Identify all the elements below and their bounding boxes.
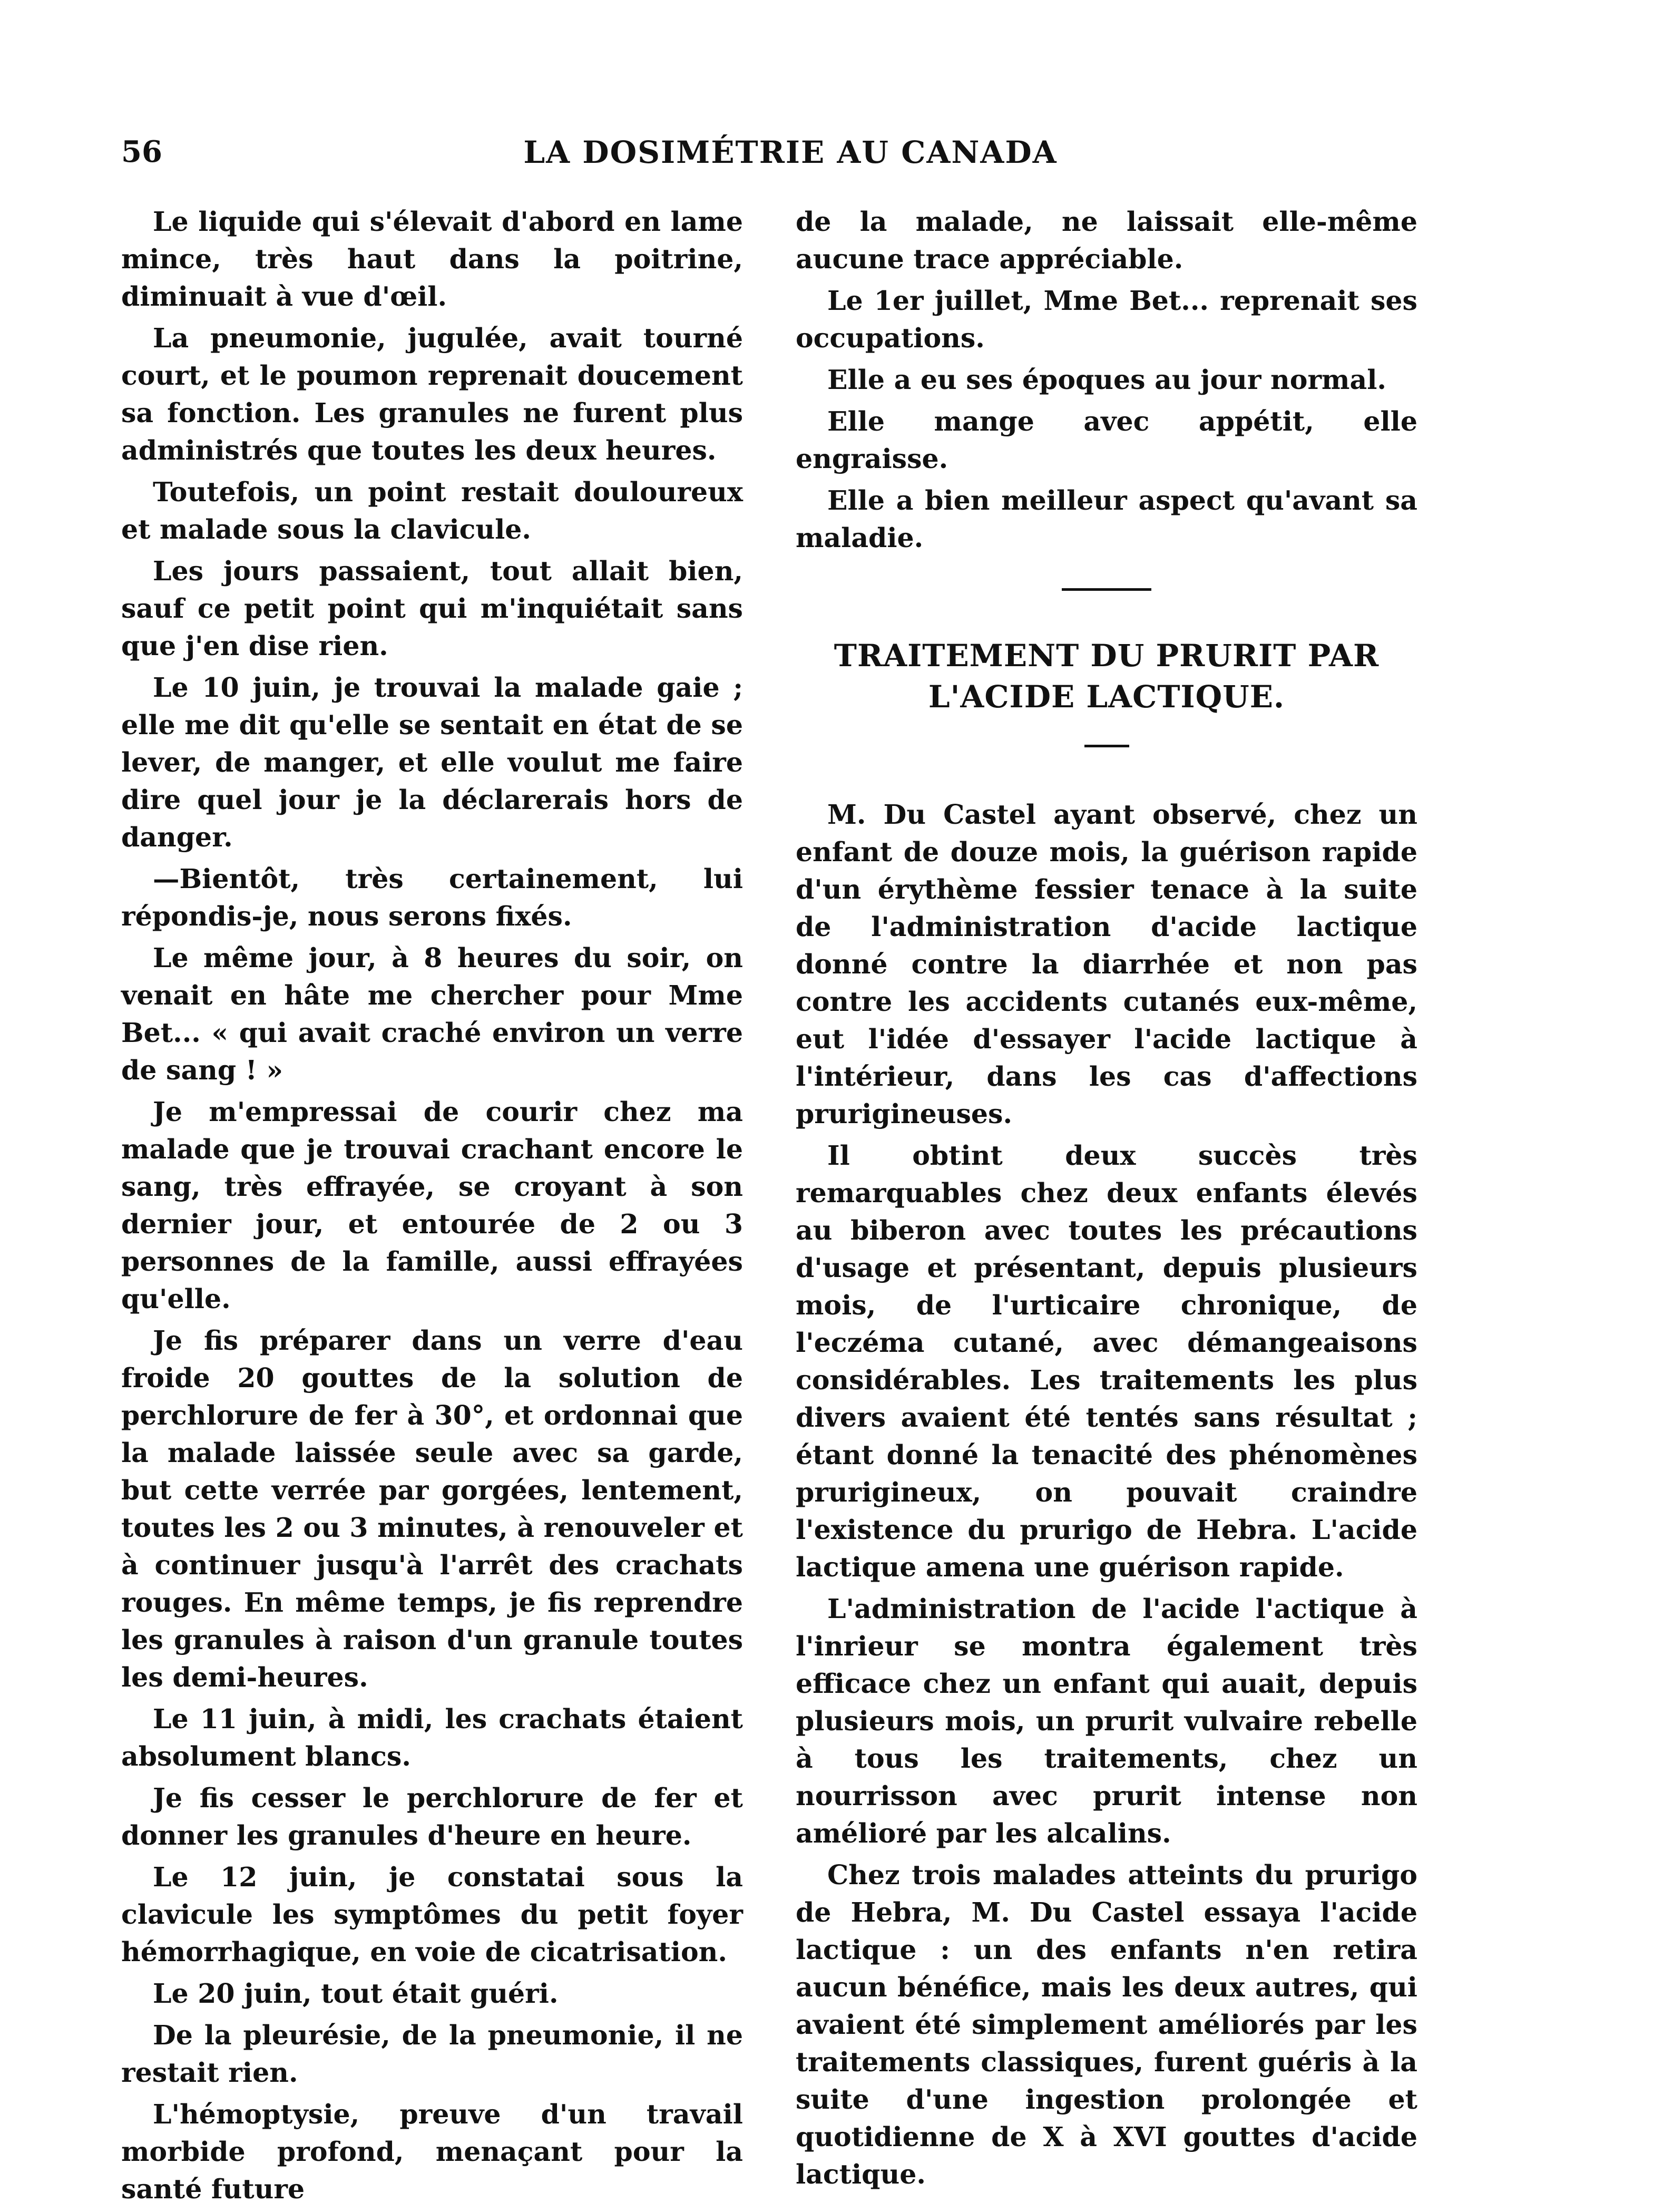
section-heading-line-1: TRAITEMENT DU PRURIT PAR <box>834 638 1380 674</box>
paragraph: Je fis cesser le perchlorure de fer et donner les granules d'heure en heure. <box>121 1782 743 1851</box>
paragraph: M. Du Castel ayant observé, chez un enfant de douze mois, la guérison rapide d'un érythème fessier tenace à la suite de l'administration d'acide lactique donné contre la diarrhée et non pas contre les accidents cutanés eux-même, eut l'idée d'essayer l'acide lactique à l'intérieur, dans les cas d'affections prurigineuses. <box>796 799 1417 1129</box>
journal-title: LA DOSIMÉTRIE AU CANADA <box>523 134 1058 170</box>
paragraph: Le 11 juin, à midi, les crachats étaient absolument blancs. <box>121 1703 743 1772</box>
paragraph: Elle a eu ses époques au jour normal. <box>827 364 1386 395</box>
paragraph: L'administration de l'acide l'actique à l'inrieur se montra également très efficace chez un enfant qui auait, depuis plusieurs mois, un prurit vulvaire rebelle à tous les traitements, chez un nourrisson avec prurit intense non amélioré par les alcalins. <box>796 1593 1417 1849</box>
paragraph: Toutefois, un point restait douloureux et malade sous la clavicule. <box>121 476 743 545</box>
paragraph: Elle mange avec appétit, elle engraisse. <box>796 406 1417 474</box>
left-column <box>121 203 743 2212</box>
continued-paragraph: de la malade, ne laissait elle-même aucune trace appréciable. <box>796 206 1417 275</box>
paragraph: Il obtint deux succès très remarquables chez deux enfants élevés au biberon avec toutes les précautions d'usage et présentant, depuis plusieurs mois, de l'urticaire chronique, de l'eczéma cutané, avec démangeaisons considérables. Les traitements les plus divers avaient été tentés sans résultat ; étant donné la tenacité des phénomènes prurigineux, on pouvait craindre l'existence du prurigo de Hebra. L'acide lactique amena une guérison rapide. <box>796 1140 1417 1583</box>
paragraph: Je m'empressai de courir chez ma malade que je trouvai crachant encore le sang, très effrayée, se croyant à son dernier jour, et entourée de 2 ou 3 personnes de la famille, aussi effrayées qu'elle. <box>121 1096 743 1314</box>
paragraph: Le 20 juin, tout était guéri. <box>153 1978 559 2009</box>
paragraph: Elle a bien meilleur aspect qu'avant sa maladie. <box>796 485 1417 553</box>
paragraph: Le même jour, à 8 heures du soir, on venait en hâte me chercher pour Mme Bet... « qui avait craché environ un verre de sang ! » <box>121 942 743 1086</box>
heading-rule <box>1084 745 1129 747</box>
right-column <box>796 203 1417 2197</box>
paragraph: Le liquide qui s'élevait d'abord en lame mince, très haut dans la poitrine, diminuait à vue d'œil. <box>121 206 743 312</box>
paragraph: Le 1er juillet, Mme Bet... reprenait ses occupations. <box>796 285 1417 354</box>
paragraph: Chez trois malades atteints du prurigo de Hebra, M. Du Castel essaya l'acide lactique : un des enfants n'en retira aucun bénéfice, mais les deux autres, qui avaient été simplement améliorés par les traitements classiques, furent guéris à la suite d'une ingestion prolongée et quotidienne de X à XVI gouttes d'acide lactique. <box>796 1859 1417 2190</box>
paragraph: De la pleurésie, de la pneumonie, il ne restait rien. <box>121 2020 743 2088</box>
section-heading <box>796 635 1417 717</box>
paragraph: Le 10 juin, je trouvai la malade gaie ; elle me dit qu'elle se sentait en état de se lever, de manger, et elle voulut me faire dire quel jour je la déclarerais hors de danger. <box>121 672 743 853</box>
section-divider <box>1062 588 1151 591</box>
paragraph: L'hémoptysie, preuve d'un travail morbide profond, menaçant pour la santé future <box>121 2099 743 2205</box>
running-head <box>121 134 1460 182</box>
paragraph: Je fis préparer dans un verre d'eau froide 20 gouttes de la solution de perchlorure de fer à 30°, et ordonnai que la malade laissée seule avec sa garde, but cette verrée par gorgées, lentement, toutes les 2 ou 3 minutes, à renouveler et à continuer jusqu'à l'arrêt des crachats rouges. En même temps, je fis reprendre les granules à raison d'un granule toutes les demi-heures. <box>121 1325 743 1693</box>
paragraph: Les jours passaient, tout allait bien, sauf ce petit point qui m'inquiétait sans que j'en dise rien. <box>121 556 743 661</box>
paragraph: —Bientôt, très certainement, lui répondis-je, nous serons fixés. <box>121 863 743 932</box>
section-heading-line-2: L'ACIDE LACTIQUE. <box>928 679 1285 715</box>
page-number: 56 <box>121 134 162 169</box>
paragraph: Le 12 juin, je constatai sous la clavicule les symptômes du petit foyer hémorrhagique, en voie de cicatrisation. <box>121 1862 743 1967</box>
paragraph: La pneumonie, jugulée, avait tourné court, et le poumon reprenait doucement sa fonction. Les granules ne furent plus administrés que toutes les deux heures. <box>121 323 743 466</box>
